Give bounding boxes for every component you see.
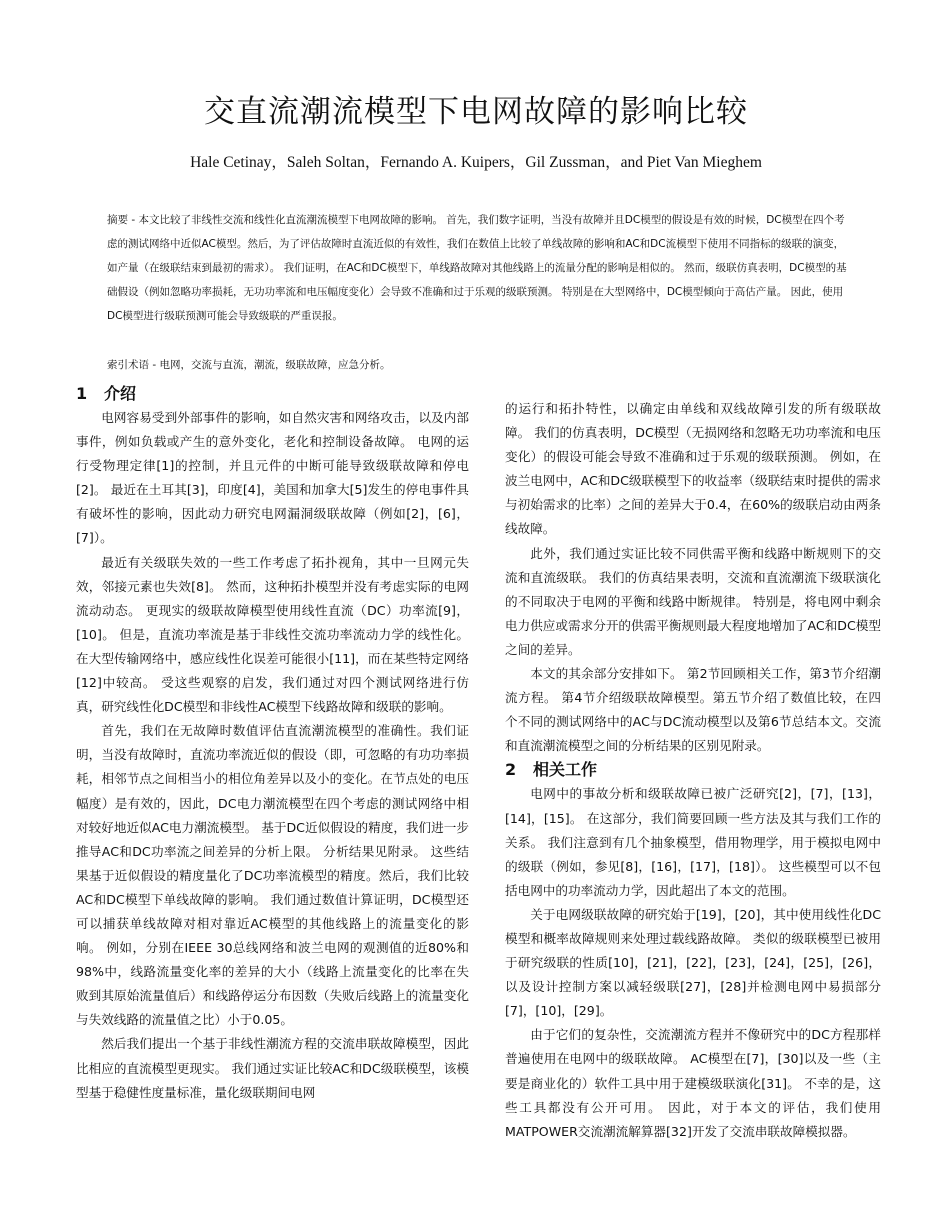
section-2-title: 相关工作 — [533, 760, 598, 780]
paragraph: 最近有关级联失效的一些工作考虑了拓扑视角，其中一旦网元失效，邻接元素也失效[8]。 然而，这种拓扑模型并没有考虑实际的电网流动动态。 更现实的级联故障模型使用线性直流（DC）功率流[9]，[10]。 但是，直流功率流是基于非线性交流功率流动力学的线性化。 在大型传输网络中，感应线性化误差可能很小[11]，而在某些特定网络[12]中较高。 受这些观察的启发，我们通过对四个测试网络进行仿真，研究线性化DC模型和非线性AC模型下线路故障和级联的影响。 — [76, 554, 469, 715]
section-1-number: 1 — [76, 384, 88, 403]
section-1-heading — [76, 382, 469, 406]
paragraph: 本文的其余部分安排如下。 第2节回顾相关工作，第3节介绍潮流方程。 第4节介绍级联故障模型。第五节介绍了数值比较，在四个不同的测试网络中的AC与DC流动模型以及第6节总结本文。交流和直流潮流模型之间的分析结果的区别见附录。 — [505, 666, 881, 754]
paragraph: 由于它们的复杂性，交流潮流方程并不像研究中的DC方程那样普遍使用在电网中的级联故障。 AC模型在[7]，[30]以及一些（主要是商业化的）软件工具中用于建模级联演化[31]。 不幸的是，这些工具都没有公开可用。 因此，对于本文的评估，我们使用MATPOWER交流潮流解算器[32]开发了交流串联故障模拟器。 — [505, 1027, 881, 1139]
paragraph: 关于电网级联故障的研究始于[19]，[20]，其中使用线性化DC模型和概率故障规则来处理过载线路故障。 类似的级联模型已被用于研究级联的性质[10]，[21]，[22]，[23]，[24]，[25]，[26]，以及设计控制方案以减轻级联[27]，[28]并检测电网中易损部分[7]，[10]，[29]。 — [505, 906, 881, 1019]
author-list: Hale Cetinay，Saleh Soltan，Fernando A. Kuipers，Gil Zussman，and Piet Van Mieghem — [190, 154, 762, 171]
left-column — [76, 382, 469, 1105]
right-column — [505, 397, 881, 1144]
paragraph: 电网容易受到外部事件的影响，如自然灾害和网络攻击，以及内部事件，例如负载或产生的意外变化，老化和控制设备故障。 电网的运行受物理定律[1]的控制，并且元件的中断可能导致级联故障和停电[2]。 最近在土耳其[3]，印度[4]，美国和加拿大[5]发生的停电事件具有破坏性的影响，因此动力研究电网漏洞级联故障（例如[2]，[6]，[7]）。 — [76, 410, 469, 546]
section-2-heading — [505, 758, 881, 782]
abstract: 摘要 - 本文比较了非线性交流和线性化直流潮流模型下电网故障的影响。 首先，我们数字证明，当没有故障并且DC模型的假设是有效的时候，DC模型在四个考虑的测试网络中近似AC模型。然后，为了评估故障时直流近似的有效性，我们在数值上比较了单线故障的影响和AC和DC流模型下使用不同指标的级联的演变，如产量（在级联结束到最初的需求）。 我们证明，在AC和DC模型下，单线路故障对其他线路上的流量分配的影响是相似的。 然而，级联仿真表明，DC模型的基础假设（例如忽略功率损耗，无功功率流和电压幅度变化）会导致不准确和过于乐观的级联预测。 特别是在大型网络中，DC模型倾向于高估产量。 因此，使用DC模型进行级联预测可能会导致级联的严重误报。 — [107, 214, 847, 322]
paragraph: 此外，我们通过实证比较不同供需平衡和线路中断规则下的交流和直流级联。 我们的仿真结果表明，交流和直流潮流下级联演化的不同取决于电网的平衡和线路中断规律。 特别是，将电网中剩余电力供应或需求分开的供需平衡规则最大程度地增加了AC和DC模型之间的差异。 — [505, 545, 881, 657]
paragraph: 然后我们提出一个基于非线性潮流方程的交流串联故障模型，因此比相应的直流模型更现实。 我们通过实证比较AC和DC级联模型，该模型基于稳健性度量标准，量化级联期间电网 — [76, 1036, 469, 1100]
section-1-title: 介绍 — [104, 384, 137, 403]
paragraph: 首先，我们在无故障时数值评估直流潮流模型的准确性。我们证明，当没有故障时，直流功率流近似的假设（即，可忽略的有功功率损耗，相邻节点之间相当小的相位角差异以及小的变化。在节点处的电压幅度）是有效的，因此，DC电力潮流模型在四个考虑的测试网络中相对较好地近似AC电力潮流模型。 基于DC近似假设的精度，我们进一步推导AC和DC功率流之间差异的分析上限。 分析结果见附录。 这些结果基于近似假设的精度量化了DC功率流模型的精度。然后，我们比较AC和DC模型下单线故障的影响。 我们通过数值计算证明，DC模型还可以捕获单线故障对相对靠近AC模型的其他线路上的流量变化的影响。 例如，分别在IEEE 30总线网络和波兰电网的观测值的近80%和98%中，线路流量变化率的差异的大小（线路上流量变化的比率在失败到其原始流量值后）和线路停运分布因数（失败后线路上的流量变化与失效线路的流量值之比）小于0.05。 — [76, 723, 469, 1028]
paper-title: 交直流潮流模型下电网故障的影响比较 — [204, 94, 748, 130]
paragraph-continuation: 的运行和拓扑特性，以确定由单线和双线故障引发的所有级联故障。 我们的仿真表明，DC模型（无损网络和忽略无功功率流和电压变化）的假设可能会导致不准确和过于乐观的级联预测。 例如，在波兰电网中，AC和DC级联模型下的收益率（级联结束时提供的需求与初始需求的比率）之间的差异大于0.4，在60%的级联启动由两条线故障。 — [505, 401, 881, 537]
section-2-number: 2 — [505, 760, 517, 780]
index-terms: 索引术语 - 电网，交流与直流，潮流，级联故障，应急分析。 — [107, 359, 391, 371]
paragraph: 电网中的事故分析和级联故障已被广泛研究[2]，[7]，[13]，[14]，[15]。 在这部分，我们简要回顾一些方法及其与我们工作的关系。 我们注意到有几个抽象模型，借用物理学，用于模拟电网中的级联（例如，参见[8]，[16]，[17]，[18]）。 这些模型可以不包括电网中的功率流动力学，因此超出了本文的范围。 — [505, 786, 881, 898]
